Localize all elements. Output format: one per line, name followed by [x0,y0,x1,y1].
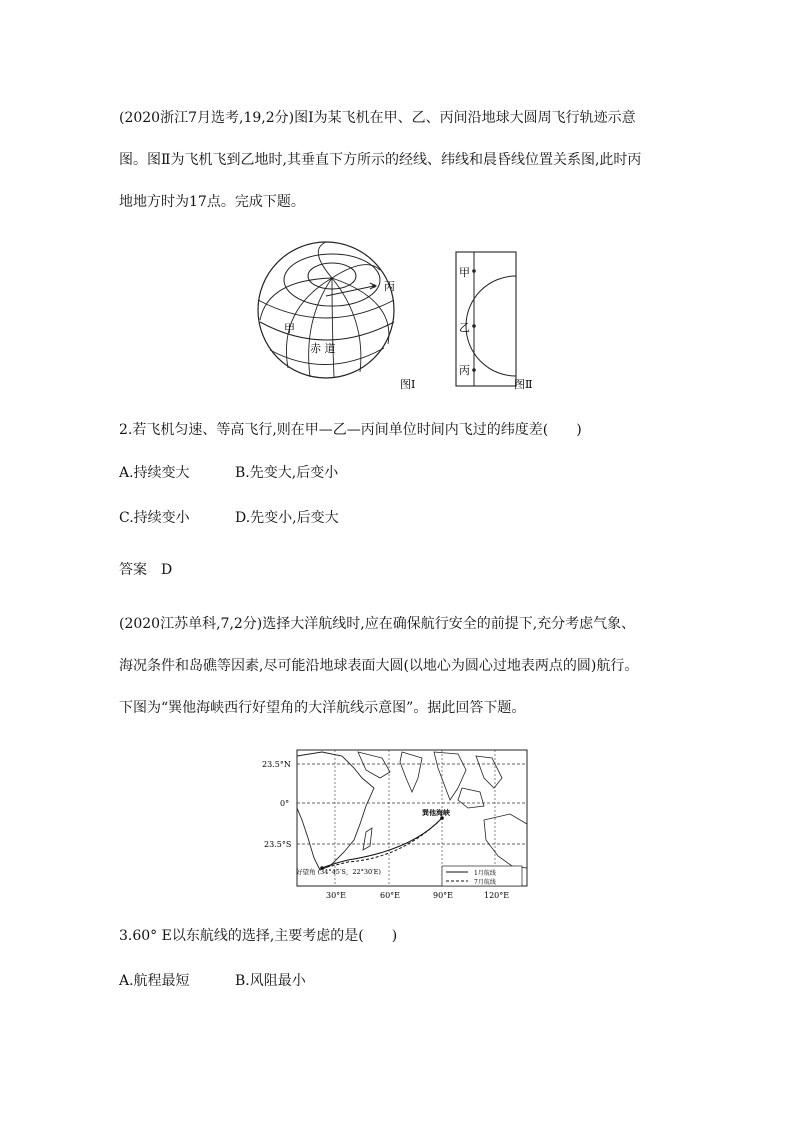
map-legend-jul: 7月航线 [474,879,496,886]
q1-intro-line1: (2020浙江7月选考,19,2分)图Ⅰ为某飞机在甲、乙、丙间沿地球大圆周飞行轨迹示意 [119,110,636,126]
q2-option-d: D.先变小,后变大 [235,510,339,526]
fig1-equator-label: 赤 道 [310,342,336,355]
q3-intro-line2: 海况条件和岛礁等因素,尽可能沿地球表面大圆(以地心为圆心过地表两点的圆)航行。 [119,658,639,674]
q2-option-c: C.持续变小 [119,510,190,526]
q2-option-b: B.先变大,后变小 [235,465,339,481]
fig2-caption: 图Ⅱ [514,378,533,391]
fig2-jia-label: 甲 [459,266,470,279]
fig1-jia-label: 甲 [284,322,295,335]
q3-intro-line1: (2020江苏单科,7,2分)选择大洋航线时,应在确保航行安全的前提下,充分考虑气象、 [119,616,636,632]
q3-option-a: A.航程最短 [119,973,190,989]
figure-2-diagram [454,246,548,392]
map-cape-label: 好望角 (34°45′S，22°30′E) [296,868,381,876]
q3-intro-line3: 下图为“巽他海峡西行好望角的大洋航线示意图”。据此回答下题。 [119,700,526,716]
map-lat-23n: 23.5°N [262,760,291,769]
q2-stem: 2.若飞机匀速、等高飞行,则在甲—乙—丙间单位时间内飞过的纬度差( ) [119,422,582,438]
q2-answer: 答案 D [119,562,173,578]
map-lon-120: 120°E [484,891,510,900]
map-legend-jan: 1月航线 [474,870,496,877]
map-lat-0: 0° [280,799,290,808]
fig1-caption: 图Ⅰ [400,378,416,391]
q1-intro-line3: 地地方时为17点。完成下题。 [119,194,305,210]
q3-option-b: B.风阻最小 [235,973,306,989]
map-lon-60: 60°E [380,891,401,900]
fig2-yi-label: 乙 [459,321,470,334]
map-lon-30: 30°E [326,891,347,900]
map-lat-23s: 23.5°S [264,840,292,849]
q3-stem: 3.60° E以东航线的选择,主要考虑的是( ) [119,928,398,944]
route-map [262,748,532,900]
q1-intro-line2: 图。图Ⅱ为飞机飞到乙地时,其垂直下方所示的经线、纬线和晨昏线位置关系图,此时丙 [119,152,642,168]
fig1-bing-label: 丙 [384,280,395,293]
map-lon-90: 90°E [433,891,454,900]
fig2-bing-label: 丙 [459,364,470,377]
q2-option-a: A.持续变大 [119,465,190,481]
map-sunda-label: 巽他海峡 [422,808,450,817]
figure-1-globe [248,240,416,392]
